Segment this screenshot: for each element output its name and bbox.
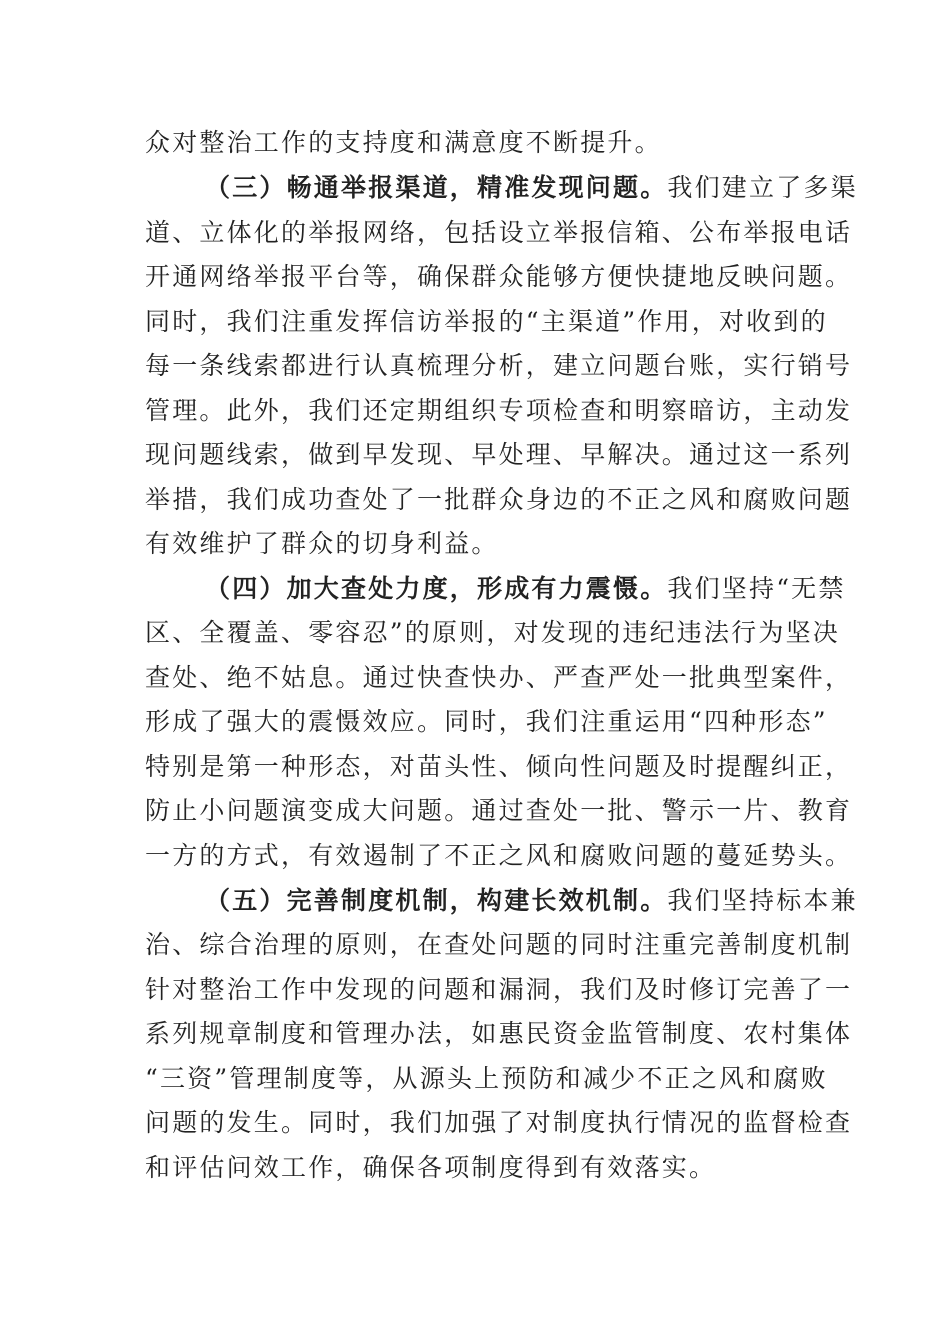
section-heading: （五）完善制度机制，构建长效机制。: [205, 886, 668, 915]
section-3-first-line: [205, 175, 858, 200]
text-line: 众对整治工作的支持度和满意度不断提升。: [145, 128, 662, 157]
section-heading: （三）畅通举报渠道，精准发现问题。: [205, 173, 668, 202]
text-line: 系列规章制度和管理办法，如惠民资金监管制度、农村集体: [145, 1019, 853, 1048]
text-line: 问题的发生。同时，我们加强了对制度执行情况的监督检查: [145, 1108, 853, 1137]
text-line: 举措，我们成功查处了一批群众身边的不正之风和腐败问题: [145, 485, 853, 514]
text-line: 和评估问效工作，确保各项制度得到有效落实。: [145, 1153, 717, 1182]
text-line: 防止小问题演变成大问题。通过查处一批、警示一片、教育: [145, 796, 853, 825]
text-line: 一方的方式，有效遏制了不正之风和腐败问题的蔓延势头。: [145, 841, 853, 870]
section-heading: （四）加大查处力度，形成有力震慑。: [205, 574, 668, 603]
section-text: 我们坚持标本兼: [667, 886, 858, 915]
text-line: 开通网络举报平台等，确保群众能够方便快捷地反映问题。: [145, 262, 853, 291]
section-text: 我们建立了多渠: [667, 173, 858, 202]
text-line: 形成了强大的震慑效应。同时，我们注重运用“四种形态”: [145, 707, 828, 736]
text-line: 管理。此外，我们还定期组织专项检查和明察暗访，主动发: [145, 396, 853, 425]
section-text: 我们坚持“无禁: [667, 574, 846, 603]
text-line: 现问题线索，做到早发现、早处理、早解决。通过这一系列: [145, 440, 853, 469]
text-line: 治、综合治理的原则，在查处问题的同时注重完善制度机制: [145, 930, 853, 959]
text-line: 道、立体化的举报网络，包括设立举报信箱、公布举报电话: [145, 218, 853, 247]
section-5-first-line: [205, 888, 858, 913]
text-line: 查处、绝不姑息。通过快查快办、严查严处一批典型案件，: [145, 663, 853, 692]
text-line: 区、全覆盖、零容忍”的原则，对发现的违纪违法行为坚决: [145, 618, 840, 647]
section-4-first-line: [205, 576, 846, 601]
text-line: 特别是第一种形态，对苗头性、倾向性问题及时提醒纠正，: [145, 752, 853, 781]
text-line: 每一条线索都进行认真梳理分析，建立问题台账，实行销号: [145, 351, 853, 380]
text-line: 同时，我们注重发挥信访举报的“主渠道”作用，对收到的: [145, 307, 828, 336]
text-line: 针对整治工作中发现的问题和漏洞，我们及时修订完善了一: [145, 975, 853, 1004]
text-line: “三资”管理制度等，从源头上预防和减少不正之风和腐败: [145, 1064, 828, 1093]
text-line: 有效维护了群众的切身利益。: [145, 529, 499, 558]
